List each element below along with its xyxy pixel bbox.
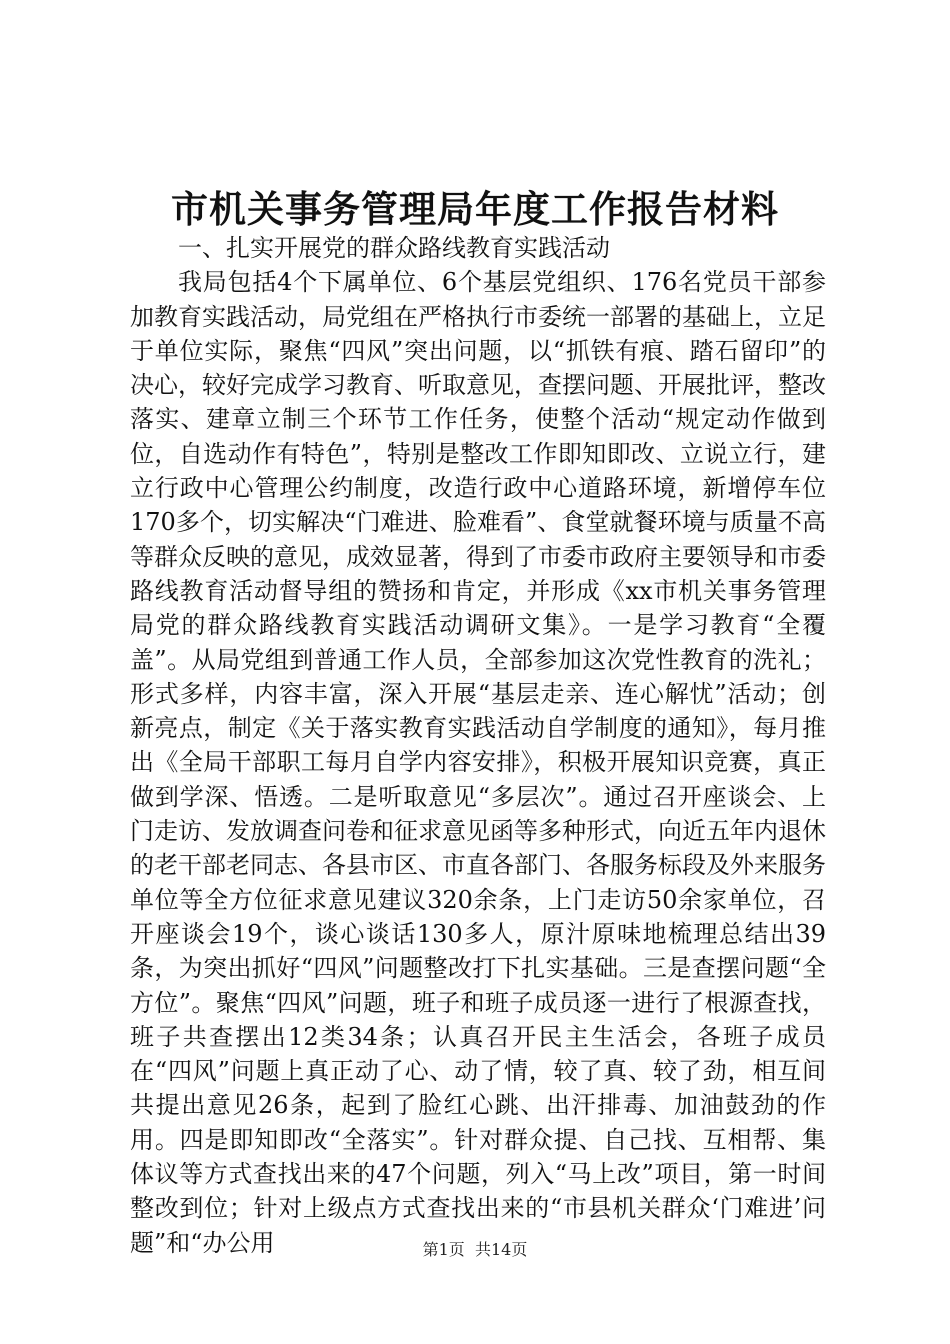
section-heading: 一、扎实开展党的群众路线教育实践活动 [178,234,610,262]
document-title: 市机关事务管理局年度工作报告材料 [171,187,779,231]
document-body [130,231,826,1260]
page-number: 第1页 [422,1240,465,1259]
page-footer [0,1238,950,1262]
body-paragraph: 我局包括4个下属单位、6个基层党组织、176名党员干部参加教育实践活动，局党组在严格执行市委统一部署的基础上，立足于单位实际，聚焦“四风”突出问题，以“抓铁有痕、踏石留印”的决心，较好完成学习教育、听取意见，查摆问题、开展批评，整改落实、建章立制三个环节工作任务，使整个活动“规定动作做到位，自选动作有特色”，特别是整改工作即知即改、立说立行，建立行政中心管理公约制度，改造行政中心道路环境，新增停车位170多个，切实解决“门难进、脸难看”、食堂就餐环境与质量不高等群众反映的意见，成效显著，得到了市委市政府主要领导和市委路线教育活动督导组的赞扬和肯定，并形成《xx市机关事务管理局党的群众路线教育实践活动调研文集》。一是学习教育“全覆盖”。从局党组到普通工作人员，全部参加这次党性教育的洗礼；形式多样，内容丰富，深入开展“基层走亲、连心解忧”活动；创新亮点，制定《关于落实教育实践活动自学制度的通知》，每月推出《全局干部职工每月自学内容安排》，积极开展知识竞赛，真正做到学深、悟透。二是听取意见“多层次”。通过召开座谈会、上门走访、发放调查问卷和征求意见函等多种形式，向近五年内退休的老干部老同志、各县市区、市直各部门、各服务标段及外来服务单位等全方位征求意见建议320余条，上门走访50余家单位，召开座谈会19个，谈心谈话130多人，原汁原味地梳理总结出39条，为突出抓好“四风”问题整改打下扎实基础。三是查摆问题“全方位”。聚焦“四风”问题，班子和班子成员逐一进行了根源查找，班子共查摆出12类34条；认真召开民主生活会，各班子成员在“四风”问题上真正动了心、动了情，较了真、较了劲，相互间共提出意见26条，起到了脸红心跳、出汗排毒、加油鼓劲的作用。四是即知即改“全落实”。针对群众提、自己找、互相帮、集体议等方式查找出来的47个问题，列入“马上改”项目，第一时间整改到位；针对上级点方式查找出来的“市县机关群众‘门难进’问题”和“办公用 [130,268,826,1257]
page-total: 共14页 [474,1240,528,1259]
